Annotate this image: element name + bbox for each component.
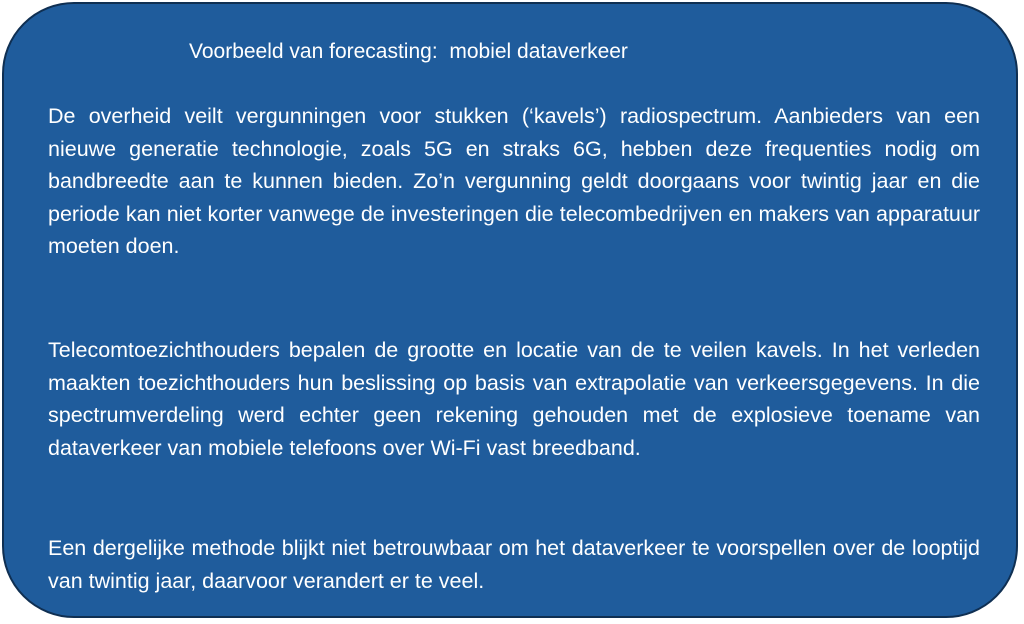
paragraph-regulators: Telecomtoezichthouders bepalen de grootte en locatie van de te veilen kavels. In het verleden maakten toezichthouders hun beslissing op basis van extrapolatie van verkeersgegevens. In die spectrumverdeling werd echter geen rekening gehouden met de explosieve toename van dataverkeer van mobiele telefoons over Wi-Fi vast breedband. (48, 338, 980, 460)
textbox-title: Voorbeeld van forecasting: mobiel dataverkeer (189, 40, 628, 63)
paragraph-conclusion: Een dergelijke methode blijkt niet betrouwbaar om het dataverkeer te voorspellen over de looptijd van twintig jaar, daarvoor verandert er te veel. (48, 536, 980, 593)
paragraph-spectrum-auction: De overheid veilt vergunningen voor stukken (‘kavels’) radiospectrum. Aanbieders van een nieuwe generatie technologie, zoals 5G en straks 6G, hebben deze frequenties nodig om bandbreedte aan te kunnen bieden. Zo’n vergunning geldt doorgaans voor twintig jaar en die periode kan niet korter vanwege de investeringen die telecombedrijven en makers van apparatuur moeten doen. (48, 104, 980, 258)
info-textbox (2, 2, 1018, 618)
